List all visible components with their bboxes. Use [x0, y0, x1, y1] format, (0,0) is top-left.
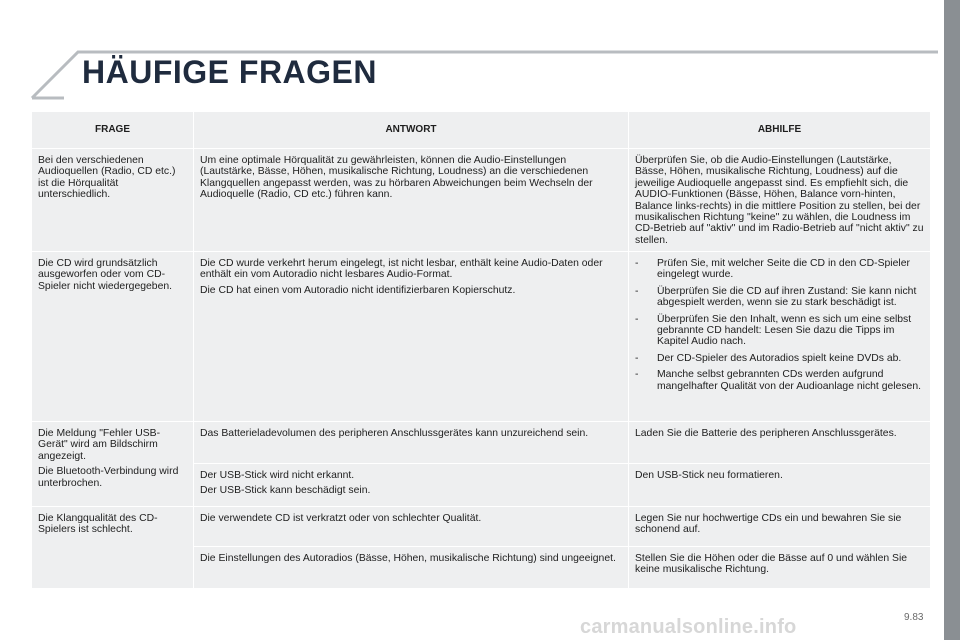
page-number: 9.83	[904, 612, 924, 623]
antwort-text: Der USB-Stick kann beschädigt sein.	[200, 485, 371, 497]
abhilfe-cell: Stellen Sie die Höhen oder die Bässe auf 0 und wählen Sie keine musikalische Richtung.	[629, 547, 931, 589]
table-row	[32, 422, 931, 464]
frage-cell	[32, 422, 194, 507]
column-header-antwort: ANTWORT	[194, 112, 629, 149]
list-item: - Überprüfen Sie die CD auf ihren Zustand: Sie kann nicht abgespielt werden, wenn sie zu stark beschädigt ist.	[635, 286, 925, 309]
watermark: carmanualsonline.info	[580, 616, 797, 638]
column-header-frage: FRAGE	[32, 112, 194, 149]
antwort-text: Der USB-Stick wird nicht erkannt.	[200, 470, 355, 481]
table-row	[32, 149, 931, 252]
abhilfe-cell: Legen Sie nur hochwertige CDs ein und bewahren Sie sie schonend auf.	[629, 507, 931, 547]
abhilfe-list	[635, 258, 925, 392]
abhilfe-cell	[629, 252, 931, 422]
column-header-abhilfe: ABHILFE	[629, 112, 931, 149]
list-item: - Manche selbst gebrannten CDs werden aufgrund mangelhafter Qualität von der Audioanlage nicht gelesen.	[635, 369, 925, 392]
antwort-text: Die CD wurde verkehrt herum eingelegt, ist nicht lesbar, enthält keine Audio-Daten oder enthält ein vom Autoradio nicht lesbares Audio-Format.	[200, 258, 603, 281]
table-row	[32, 507, 931, 547]
table-header-row	[32, 112, 931, 149]
frage-text: Die Meldung "Fehler USB-Gerät" wird am Bildschirm angezeigt.	[38, 428, 161, 462]
page-header	[30, 30, 938, 100]
abhilfe-cell: Den USB-Stick neu formatieren.	[629, 464, 931, 507]
antwort-cell: Die Einstellungen des Autoradios (Bässe, Höhen, musikalische Richtung) sind ungeeignet.	[194, 547, 629, 589]
list-item: - Prüfen Sie, mit welcher Seite die CD in den CD-Spieler eingelegt wurde.	[635, 258, 925, 281]
side-bar	[944, 0, 960, 640]
antwort-cell	[194, 464, 629, 507]
antwort-cell	[194, 252, 629, 422]
list-item: - Überprüfen Sie den Inhalt, wenn es sich um eine selbst gebrannte CD handelt: Lesen Sie dazu die Tipps im Kapitel Audio nach.	[635, 314, 925, 348]
antwort-cell: Das Batterieladevolumen des peripheren Anschlussgerätes kann unzureichend sein.	[194, 422, 629, 464]
frage-cell: Die CD wird grundsätzlich ausgeworfen oder vom CD-Spieler nicht wiedergegeben.	[32, 252, 194, 422]
faq-table	[31, 111, 931, 589]
antwort-text: Die CD hat einen vom Autoradio nicht identifizierbaren Kopierschutz.	[200, 284, 516, 296]
frage-cell: Die Klangqualität des CD-Spielers ist schlecht.	[32, 507, 194, 589]
abhilfe-cell: Überprüfen Sie, ob die Audio-Einstellungen (Lautstärke, Bässe, Höhen, musikalische Richtung, Loudness) auf die jeweilige Audioquelle angepasst sind. Es empfiehlt sich, die AUDIO-Funktionen (Bässe, Höhen, Balance vorn-hinten, Balance links-rechts) in die mittlere Position zu stellen, bei der musikalischen Richtung "keine" zu wählen, die Loudness im CD-Betrieb auf "aktiv" und im Radio-Betrieb auf "nicht aktiv" zu stellen.	[629, 149, 931, 252]
frage-cell: Bei den verschiedenen Audioquellen (Radio, CD etc.) ist die Hörqualität unterschiedlich.	[32, 149, 194, 252]
table-row	[32, 252, 931, 422]
abhilfe-cell: Laden Sie die Batterie des peripheren Anschlussgerätes.	[629, 422, 931, 464]
page-title: HÄUFIGE FRAGEN	[82, 54, 377, 90]
list-item: - Der CD-Spieler des Autoradios spielt keine DVDs ab.	[635, 353, 925, 364]
frage-text: Die Bluetooth-Verbindung wird unterbrochen.	[38, 466, 179, 489]
antwort-cell: Um eine optimale Hörqualität zu gewährleisten, können die Audio-Einstellungen (Lautstärke, Bässe, Höhen, musikalische Richtung, Loudness) an die verschiedenen Klangquellen angepasst werden, was zu hörbaren Abweichungen beim Wechseln der Audioquelle (Radio, CD etc.) führen kann.	[194, 149, 629, 252]
antwort-cell: Die verwendete CD ist verkratzt oder von schlechter Qualität.	[194, 507, 629, 547]
